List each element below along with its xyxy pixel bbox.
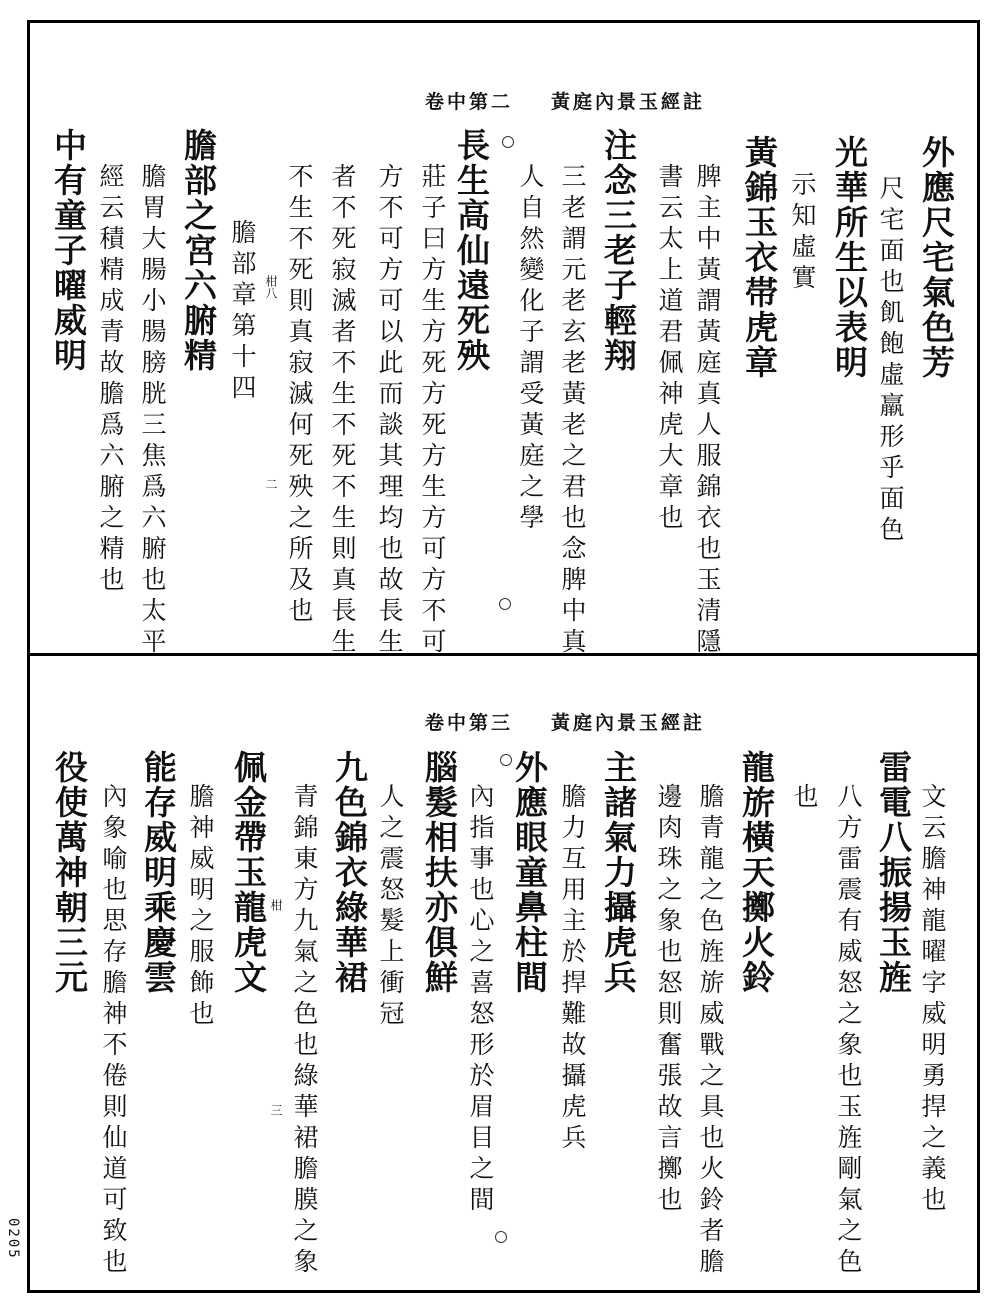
- top-col-5: 黃錦玉衣帯虎章: [740, 135, 779, 380]
- bottom-col-1: 文云膽神龍曜字威明勇捍之義也: [918, 783, 947, 1217]
- bottom-col-6: 膽青龍之色旌旂威戰之具也火鈴者膽: [696, 783, 725, 1279]
- bottom-col-11: 內指事也心之喜怒形於眉目之間: [466, 783, 495, 1217]
- top-header-title: 黃庭內景玉經註: [551, 91, 706, 113]
- bottom-col-10: 外應眼童鼻柱間: [510, 750, 549, 995]
- top-page-header: [425, 87, 705, 114]
- bottom-page-header: [425, 708, 705, 735]
- top-col-11: 長生高仙遠死殃: [452, 128, 491, 373]
- bottom-col-3: 八方雷震有威怒之象也玉旌剛氣之色: [834, 783, 863, 1279]
- bottom-col-13: 人之震怒髮上衝冠: [376, 783, 405, 1031]
- bottom-col-5: 龍旂橫天擲火鈴: [737, 750, 776, 995]
- bottom-col-2: 雷電八振揚玉旌: [874, 750, 913, 995]
- top-col-15: 不生不死則真寂滅何死殃之所及也: [285, 163, 314, 628]
- top-margin-note-1: 柑八: [264, 275, 278, 299]
- binding-hole: [495, 1231, 507, 1243]
- bottom-col-12: 腦髮相扶亦俱鮮: [420, 750, 459, 995]
- top-col-7: 書云太上道君佩神虎大章也: [655, 163, 684, 535]
- top-col-18: 膽胃大腸小腸膀胱三焦爲六腑也太平: [138, 163, 167, 659]
- top-col-19: 經云積精成青故膽爲六腑之精也: [96, 163, 125, 597]
- bottom-col-7: 邊肉珠之象也怒則奮張故言擲也: [654, 783, 683, 1217]
- top-header-vol: 卷中第二: [425, 91, 514, 113]
- bottom-page: [30, 656, 977, 1290]
- bottom-col-14: 九色錦衣綠華裙: [330, 750, 369, 995]
- bottom-col-8: 主諸氣力攝虎兵: [599, 750, 638, 995]
- top-col-12: 莊子曰方生方死方死方生方可方不可: [418, 163, 447, 659]
- bottom-col-19: 內象喻也思存膽神不倦則仙道可致也: [99, 783, 128, 1279]
- top-col-14: 者不死寂滅者不生不死不生則真長生: [328, 163, 357, 659]
- bottom-col-18: 能存威明乘慶雲: [139, 750, 178, 995]
- bottom-header-title: 黃庭內景玉經註: [551, 712, 706, 734]
- binding-hole: [502, 136, 514, 148]
- top-page: [30, 23, 977, 659]
- top-col-1: 外應尺宅氣色芳: [917, 135, 956, 380]
- top-col-10: 人自然變化子謂受黃庭之學: [516, 163, 545, 535]
- bottom-col-16: 佩金帶玉龍虎文: [229, 750, 268, 995]
- top-col-17: 膽部之宮六腑精: [179, 128, 218, 373]
- bottom-col-20: 役使萬神朝三元: [50, 750, 89, 995]
- top-col-8: 注念三老子輕翔: [599, 128, 638, 373]
- top-col-9: 三老謂元老玄老黃老之君也念脾中真: [558, 163, 587, 659]
- bottom-col-9: 膽力互用主於捍難故攝虎兵: [558, 783, 587, 1155]
- bottom-col-15: 青錦東方九氣之色也綠華裙膽膜之象: [290, 783, 319, 1279]
- binding-hole: [499, 598, 511, 610]
- bottom-col-17: 膽神威明之服飾也: [186, 783, 215, 1031]
- bottom-margin-note-2: 三: [269, 1104, 283, 1116]
- side-page-number: 0205: [5, 1218, 21, 1260]
- top-col-3: 光華所生以表明: [830, 135, 869, 380]
- top-col-4: 示知虛實: [788, 171, 817, 295]
- binding-hole: [500, 754, 512, 766]
- top-col-2: 尺宅面也飢飽虛羸形乎面色: [876, 175, 905, 547]
- top-margin-note-2: 二: [264, 478, 278, 490]
- bottom-margin-note-1: 柑: [269, 899, 283, 911]
- top-col-20: 中有童子曜威明: [49, 128, 88, 373]
- top-col-16: 膽部章第十四: [228, 219, 257, 405]
- bottom-col-4: 也: [790, 783, 819, 814]
- top-col-13: 方不可方可以此而談其理均也故長生: [375, 163, 404, 659]
- top-col-6: 脾主中黃謂黃庭真人服錦衣也玉清隱: [693, 163, 722, 659]
- bottom-header-vol: 卷中第三: [425, 712, 514, 734]
